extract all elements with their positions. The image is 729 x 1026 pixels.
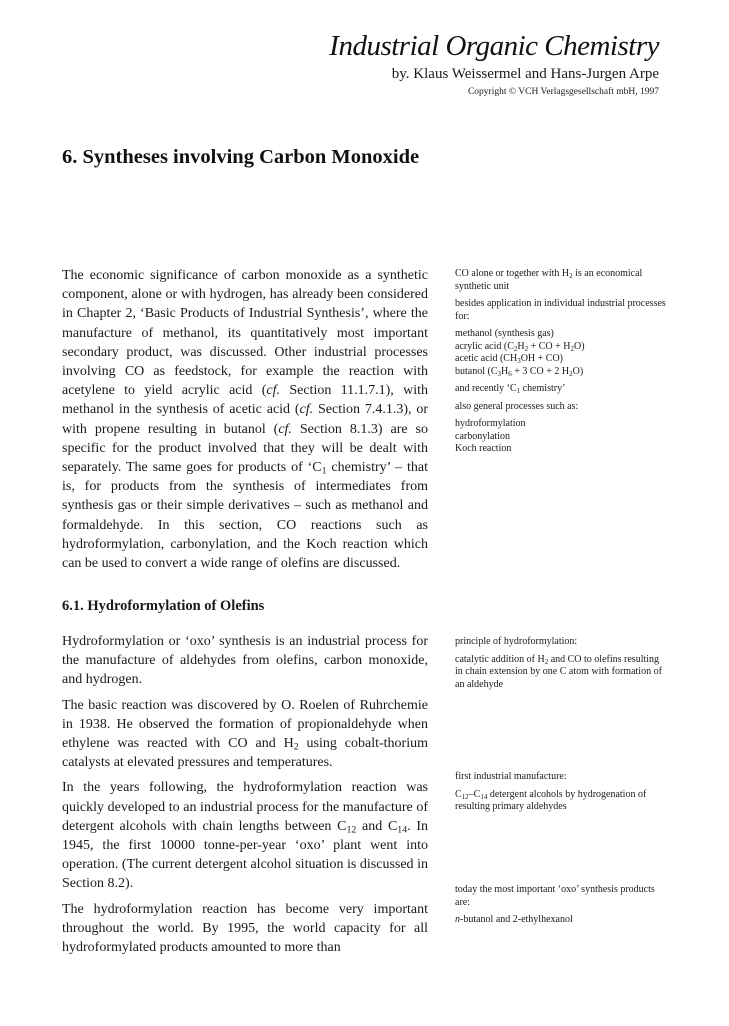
chapter-title: 6. Syntheses involving Carbon Monoxide — [62, 146, 420, 168]
paragraph-development: In the years following, the hydroformylation reaction was quickly developed to an industrial process for the manufacture of detergent alcohols with chain lengths between $C_{12}$ and $C_{14}$. In 1945, the first 10000 tonne-per-year ‘oxo’ plant went into operation. (The current detergent alcohol situation is discussed in Section 8.2). — [62, 780, 428, 892]
process-list: methanol (synthesis gas) acrylic acid ($C_2H_2$ + CO + $H_2O$) acetic acid $(CH_3OH + CO)$ butanol ($C_3H_6 + 3$ CO + 2 $H_2O$) — [455, 328, 585, 378]
paragraph-definition: Hydroformylation or ‘oxo’ synthesis is an industrial process for the manufacture of aldehydes from olefins, carbon monoxide, and hydrogen. — [62, 634, 428, 688]
copyright-line: Copyright © VCH Verlagsgesellschaft mbH, 1997 — [467, 87, 659, 97]
paragraph-capacity: The hydroformylation reaction has become very important throughout the world. By 1995, the world capacity for all hydroformylated products amounted to more than — [62, 901, 428, 956]
margin-note-co-synthesis: CO alone or together with $H_2$ is an economical synthetic unit besides application in individual industrial processes for: methanol (synthesis gas) acrylic acid ($C_2H_2$ + CO + $H_2O$) acetic acid $(CH_3OH + CO)$ butanol ($C_3H_6 + 3$ CO + 2 $H_2O$) and recently ‘$C_1$ chemistry’ also general processes such as: hydroformylation carbonylation Koch reaction — [455, 268, 666, 454]
section-body — [62, 632, 428, 957]
margin-note-first-manufacture: first industrial manufacture: $C_{12}-C_{14}$ detergent alcohols by hydrogenation of resulting primary aldehydes — [455, 771, 647, 812]
paragraph-discovery: The basic reaction was discovered by O. Roelen of Ruhrchemie in 1938. He observed the formation of propionaldehyde when ethylene was reacted with CO and $H_2$ using cobalt-thorium catalysts at elevated pressures and temperatures. — [62, 697, 428, 771]
intro-paragraph: The economic significance of carbon monoxide as a synthetic component, alone or with hydrogen, has already been considered in Chapter 2, ‘Basic Products of Industrial Synthesis’, where the manufacture of methanol, its quantitatively most important secondary product, was discussed. Other industrial processes involving CO as feedstock, for example the reaction with acetylene to yield acrylic acid (cf. Section 11.1.7.1), with methanol in the synthesis of acetic acid (cf. Section 7.4.1.3), or with propene resulting in butanol (cf. Section 8.1.3) are so specific for the product involved that they will be dealt with separately. The same goes for products of ‘$C_1$ chemistry’ – that is, for products from the synthesis of intermediates from synthesis gas or their simple derivatives – such as methanol and formaldehyde. In this section, CO reactions such as hydroformylation, carbonylation, and the Koch reaction which can be used to convert a wide range of olefins are discussed. — [62, 268, 429, 572]
general-process-list: hydroformylation carbonylation Koch reaction — [455, 418, 526, 454]
margin-note-principle: principle of hydroformylation: catalytic addition of $H_2$ and CO to olefins resulting in chain extension by one C atom with formation of an aldehyde — [455, 636, 662, 690]
book-title: Industrial Organic Chemistry — [329, 30, 659, 62]
chapter-intro — [62, 266, 428, 573]
book-authors: by. Klaus Weissermel and Hans-Jurgen Arpe — [391, 66, 659, 82]
section-heading: 6.1. Hydroformylation of Olefins — [62, 598, 265, 614]
margin-note-oxo-products: today the most important ‘oxo’ synthesis products are: n-butanol and 2-ethylhexanol — [455, 884, 655, 925]
